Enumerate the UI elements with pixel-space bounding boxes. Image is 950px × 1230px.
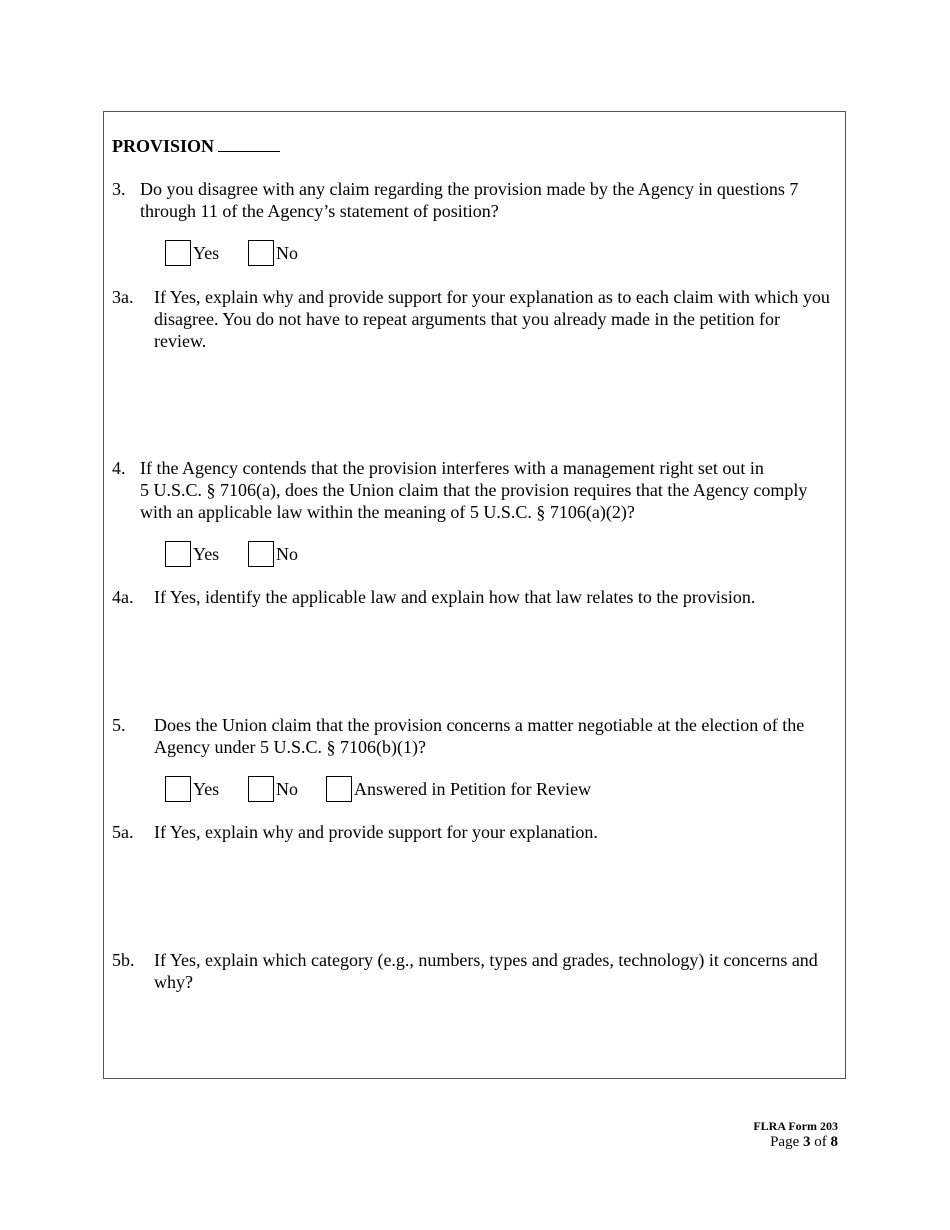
question-5-yes-checkbox[interactable] [165, 776, 191, 802]
question-4-text [140, 457, 840, 523]
question-4-no-label: No [276, 544, 298, 564]
question-5-no-checkbox[interactable] [248, 776, 274, 802]
question-4-option-no[interactable] [248, 541, 298, 567]
provision-heading [112, 135, 280, 157]
question-3-option-yes[interactable] [165, 240, 219, 266]
question-5-no-label: No [276, 779, 298, 799]
question-5-text: Does the Union claim that the provision concerns a matter negotiable at the election of the Agency under 5 U.S.C. § 7106(b)(1)? [154, 715, 805, 757]
question-5-yes-label: Yes [193, 779, 220, 799]
question-4-text-line-2: 5 U.S.C. § 7106(a), does the Union claim that the provision requires that the Agency comply [140, 480, 808, 500]
question-4-number: 4. [112, 458, 126, 478]
question-3-text: Do you disagree with any claim regarding the provision made by the Agency in questions 7 through 11 of the Agency’s statement of position? [140, 179, 799, 221]
question-5-option-no[interactable] [248, 776, 298, 802]
question-4-yes-checkbox[interactable] [165, 541, 191, 567]
question-3-yes-checkbox[interactable] [165, 240, 191, 266]
question-3-yes-label: Yes [193, 243, 220, 263]
question-5-answered-checkbox[interactable] [326, 776, 352, 802]
provision-label: PROVISION [112, 136, 215, 156]
page-prefix: Page [770, 1134, 800, 1150]
question-3-number: 3. [112, 179, 126, 199]
question-5-option-answered-in-petition[interactable] [326, 776, 591, 802]
question-3-option-no[interactable] [248, 240, 298, 266]
page-current: 3 [803, 1134, 811, 1150]
question-3-no-label: No [276, 243, 298, 263]
question-4-yes-label: Yes [193, 544, 220, 564]
question-4a-number: 4a. [112, 587, 134, 607]
question-5a-number: 5a. [112, 822, 134, 842]
question-5-option-yes[interactable] [165, 776, 219, 802]
question-5b-text: If Yes, explain which category (e.g., numbers, types and grades, technology) it concerns and why? [154, 950, 818, 992]
question-5-answered-label: Answered in Petition for Review [354, 779, 591, 799]
page-footer [753, 1119, 838, 1151]
question-4-no-checkbox[interactable] [248, 541, 274, 567]
question-3a-text: If Yes, explain why and provide support for your explanation as to each claim with which you disagree. You do not have to repeat arguments that you already made in the petition for review. [154, 287, 830, 351]
provision-number-blank[interactable] [218, 135, 280, 152]
question-5-number: 5. [112, 715, 126, 735]
question-4-text-line-1: If the Agency contends that the provision interferes with a management right set out in [140, 458, 764, 478]
question-4-option-yes[interactable] [165, 541, 219, 567]
form-name: FLRA Form 203 [753, 1119, 838, 1133]
question-4-text-line-3: with an applicable law within the meaning of 5 U.S.C. § 7106(a)(2)? [140, 502, 635, 522]
question-3a-number: 3a. [112, 287, 134, 307]
question-5a-text: If Yes, explain why and provide support for your explanation. [154, 822, 598, 842]
question-5b-number: 5b. [112, 950, 135, 970]
page-of: of [814, 1134, 827, 1150]
question-4a-text: If Yes, identify the applicable law and explain how that law relates to the provision. [154, 587, 756, 607]
question-3-no-checkbox[interactable] [248, 240, 274, 266]
page-total: 8 [830, 1134, 838, 1150]
page-indicator [753, 1133, 838, 1151]
